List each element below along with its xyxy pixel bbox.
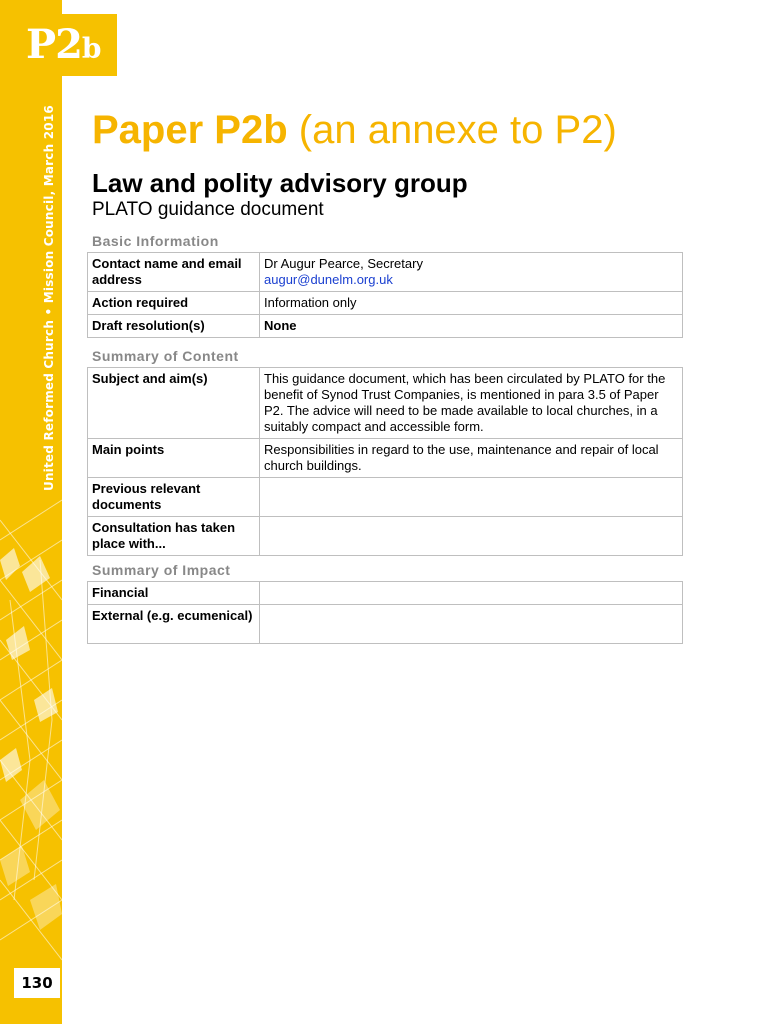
main-points-value: Responsibilities in regard to the use, maintenance and repair of local church buildings.	[260, 439, 683, 478]
subject-label: Subject and aim(s)	[88, 368, 260, 439]
table-row	[88, 582, 683, 605]
page-title: Paper P2b (an annexe to P2)	[92, 108, 617, 152]
action-value: Information only	[260, 292, 683, 315]
financial-value	[260, 582, 683, 605]
table-row	[88, 368, 683, 439]
financial-label: Financial	[88, 582, 260, 605]
consultation-label: Consultation has taken place with...	[88, 517, 260, 556]
contact-value	[260, 253, 683, 292]
table-row	[88, 253, 683, 292]
contact-label: Contact name and email address	[88, 253, 260, 292]
table-row	[88, 292, 683, 315]
table-row	[88, 315, 683, 338]
external-label: External (e.g. ecumenical)	[88, 605, 260, 644]
table-row	[88, 478, 683, 517]
subject-value: This guidance document, which has been circulated by PLATO for the benefit of Synod Trust Companies, is mentioned in para 3.5 of Paper P2. The advice will need to be made available to local churches, in a suitably compact and accessible form.	[260, 368, 683, 439]
action-label: Action required	[88, 292, 260, 315]
contact-email-link[interactable]: augur@dunelm.org.uk	[264, 272, 393, 287]
document-subtitle-2: PLATO guidance document	[92, 199, 324, 220]
table-row	[88, 439, 683, 478]
draft-label: Draft resolution(s)	[88, 315, 260, 338]
document-subtitle: Law and polity advisory group	[92, 168, 468, 198]
vertical-caption: United Reformed Church • Mission Council, March 2016	[42, 105, 56, 491]
section-heading-content: Summary of Content	[92, 348, 239, 364]
section-heading-impact: Summary of Impact	[92, 562, 231, 578]
main-points-label: Main points	[88, 439, 260, 478]
impact-table	[87, 581, 683, 644]
section-heading-basic: Basic Information	[92, 233, 219, 249]
content-table	[87, 367, 683, 556]
draft-value: None	[260, 315, 683, 338]
previous-docs-label: Previous relevant documents	[88, 478, 260, 517]
page-number: 130	[14, 968, 60, 998]
basic-info-table	[87, 252, 683, 338]
table-row	[88, 605, 683, 644]
paper-tab-label: P2b	[26, 21, 101, 68]
previous-docs-value	[260, 478, 683, 517]
table-row	[88, 517, 683, 556]
contact-name: Dr Augur Pearce, Secretary	[264, 256, 423, 271]
external-value	[260, 605, 683, 644]
consultation-value	[260, 517, 683, 556]
